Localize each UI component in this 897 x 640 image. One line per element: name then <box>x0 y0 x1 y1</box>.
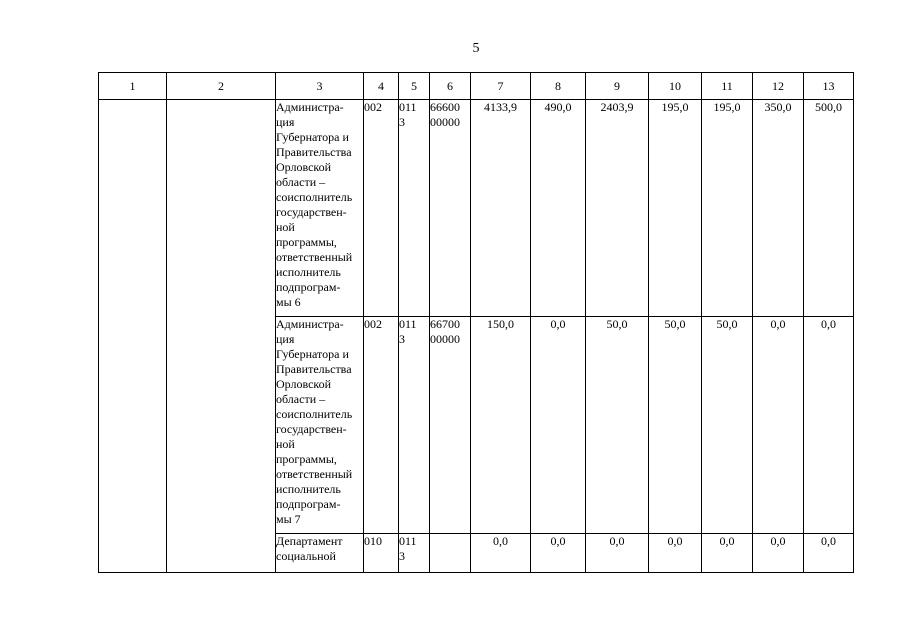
cell-line: Орловской <box>276 377 332 391</box>
cell-line: 3 <box>399 115 405 129</box>
cell-line: Губернатора и <box>276 347 349 361</box>
cell-line: ответственный <box>276 467 353 481</box>
value-cell-col-13: 0,0 <box>804 317 854 534</box>
column-header-13: 13 <box>804 73 854 100</box>
value-cell-col-11: 0,0 <box>702 534 753 573</box>
value-cell-col-11: 195,0 <box>702 100 753 317</box>
target-code-cell <box>430 317 471 534</box>
cell-line: ной <box>276 437 295 451</box>
page-number: 5 <box>472 41 480 56</box>
ministry-code-cell: 002 <box>364 100 399 317</box>
cell-line: мы 6 <box>276 295 301 309</box>
column-header-5: 5 <box>399 73 430 100</box>
table-body <box>99 100 854 573</box>
column-header-11: 11 <box>702 73 753 100</box>
value-cell-col-12: 0,0 <box>753 317 804 534</box>
cell-line: государствен- <box>276 422 347 436</box>
cell-line: 3 <box>399 332 405 346</box>
value-cell-col-7: 4133,9 <box>471 100 531 317</box>
merged-empty-cell-2 <box>167 100 276 573</box>
value-cell-col-11: 50,0 <box>702 317 753 534</box>
value-cell-col-13: 500,0 <box>804 100 854 317</box>
target-code-cell <box>430 100 471 317</box>
cell-line: ответственный <box>276 250 353 264</box>
cell-line: Орловской <box>276 160 332 174</box>
cell-line: 011 <box>399 534 417 548</box>
column-header-12: 12 <box>753 73 804 100</box>
cell-line: ция <box>276 115 295 129</box>
cell-line: ция <box>276 332 295 346</box>
cell-line: Департамент <box>276 534 343 548</box>
cell-line: 011 <box>399 100 417 114</box>
cell-line: программы, <box>276 452 337 466</box>
cell-line: мы 7 <box>276 512 301 526</box>
cell-line: 66600 <box>430 100 460 114</box>
cell-line: Правительства <box>276 145 352 159</box>
value-cell-col-13: 0,0 <box>804 534 854 573</box>
cell-line: области – <box>276 175 326 189</box>
header-row <box>99 73 854 100</box>
cell-line: подпрограм- <box>276 497 341 511</box>
column-header-3: 3 <box>276 73 364 100</box>
cell-line: Администра- <box>276 100 344 114</box>
executor-name-cell <box>276 534 364 573</box>
value-cell-col-10: 195,0 <box>649 100 702 317</box>
executor-name-cell <box>276 317 364 534</box>
cell-line: 00000 <box>430 115 460 129</box>
value-cell-col-9: 2403,9 <box>586 100 649 317</box>
cell-line: ной <box>276 220 295 234</box>
column-header-4: 4 <box>364 73 399 100</box>
value-cell-col-10: 0,0 <box>649 534 702 573</box>
value-cell-col-8: 0,0 <box>531 534 586 573</box>
cell-line: государствен- <box>276 205 347 219</box>
cell-line: Администра- <box>276 317 344 331</box>
cell-line: области – <box>276 392 326 406</box>
merged-empty-cell-1 <box>99 100 167 573</box>
cell-line: исполнитель <box>276 265 341 279</box>
section-code-cell <box>399 100 430 317</box>
column-header-7: 7 <box>471 73 531 100</box>
budget-table <box>98 72 854 573</box>
cell-line: подпрограм- <box>276 280 341 294</box>
value-cell-col-9: 50,0 <box>586 317 649 534</box>
value-cell-col-7: 0,0 <box>471 534 531 573</box>
column-header-10: 10 <box>649 73 702 100</box>
executor-name-cell <box>276 100 364 317</box>
target-code-cell <box>430 534 471 573</box>
value-cell-col-8: 490,0 <box>531 100 586 317</box>
cell-line: 011 <box>399 317 417 331</box>
cell-line: 3 <box>399 549 405 563</box>
column-header-6: 6 <box>430 73 471 100</box>
table-row <box>99 100 854 317</box>
cell-line: исполнитель <box>276 482 341 496</box>
cell-line: Губернатора и <box>276 130 349 144</box>
cell-line: Правительства <box>276 362 352 376</box>
value-cell-col-12: 350,0 <box>753 100 804 317</box>
cell-line: программы, <box>276 235 337 249</box>
value-cell-col-10: 50,0 <box>649 317 702 534</box>
ministry-code-cell: 002 <box>364 317 399 534</box>
column-header-8: 8 <box>531 73 586 100</box>
value-cell-col-8: 0,0 <box>531 317 586 534</box>
column-header-1: 1 <box>99 73 167 100</box>
value-cell-col-9: 0,0 <box>586 534 649 573</box>
column-header-9: 9 <box>586 73 649 100</box>
cell-line: соисполнитель <box>276 407 353 421</box>
ministry-code-cell: 010 <box>364 534 399 573</box>
column-header-2: 2 <box>167 73 276 100</box>
section-code-cell <box>399 534 430 573</box>
value-cell-col-12: 0,0 <box>753 534 804 573</box>
section-code-cell <box>399 317 430 534</box>
cell-line: 66700 <box>430 317 460 331</box>
cell-line: соисполнитель <box>276 190 353 204</box>
cell-line: социальной <box>276 549 336 563</box>
value-cell-col-7: 150,0 <box>471 317 531 534</box>
cell-line: 00000 <box>430 332 460 346</box>
